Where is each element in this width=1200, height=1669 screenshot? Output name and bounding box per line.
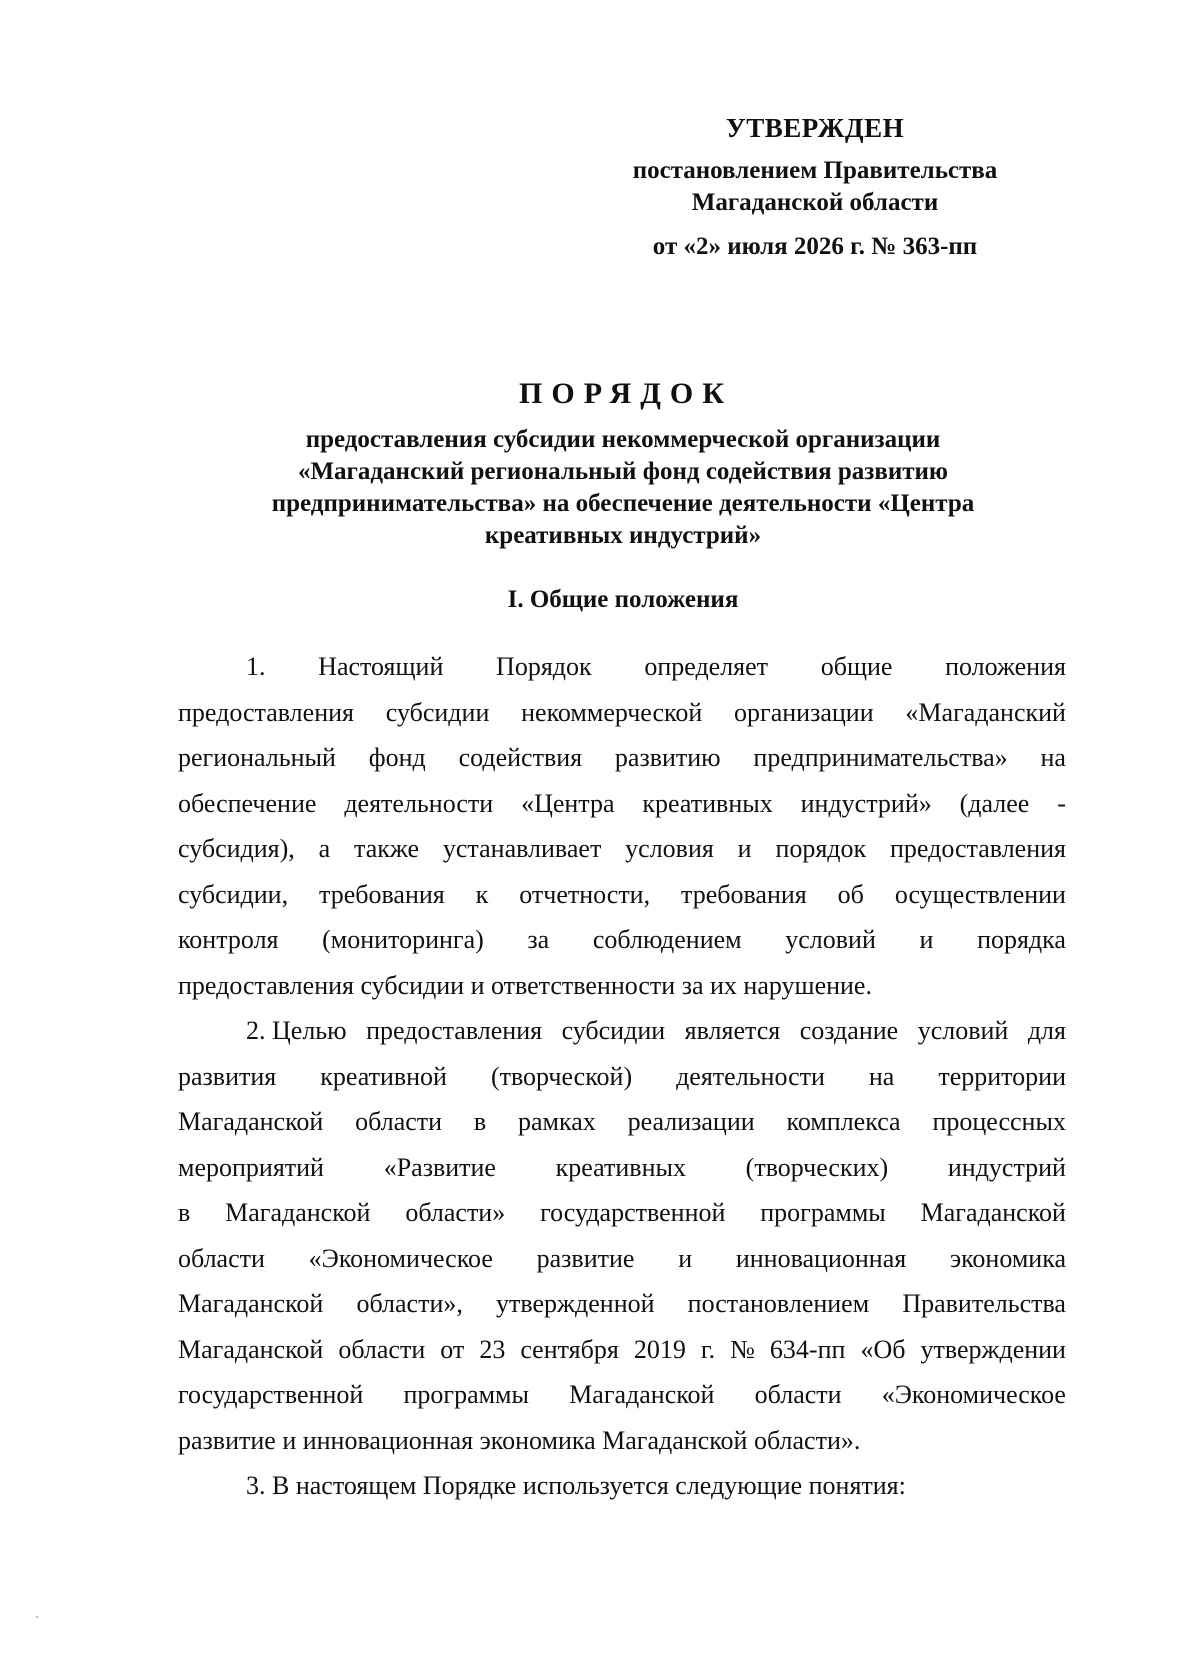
word: сентября xyxy=(520,1334,619,1364)
text-line xyxy=(178,735,1066,781)
word: комплекса xyxy=(786,1107,901,1136)
text-line xyxy=(178,917,1066,963)
text-line xyxy=(178,1281,1066,1327)
word: положения xyxy=(945,652,1066,681)
word: Правительства xyxy=(902,1289,1066,1318)
word: области xyxy=(338,1334,426,1364)
document-title-block xyxy=(178,376,1068,552)
word: в xyxy=(178,1198,191,1227)
word: региональный xyxy=(178,743,336,772)
subtitle-line: предпринимательства» на обеспечение деятельности «Центра xyxy=(271,490,975,517)
word: а xyxy=(318,834,331,863)
word: креативных xyxy=(555,1152,686,1182)
document-body xyxy=(178,644,1066,1509)
word: Магаданской xyxy=(178,1334,324,1364)
text-line xyxy=(178,1145,1066,1191)
document-subtitle xyxy=(223,424,1023,552)
word: инновационная xyxy=(735,1243,907,1273)
word: организации xyxy=(734,697,874,727)
document-title: ПОРЯДОК xyxy=(519,377,733,410)
text-line xyxy=(178,1236,1066,1282)
text-line xyxy=(178,1327,1066,1373)
word: об xyxy=(837,879,864,909)
paragraph-3: 3. В настоящем Порядке используется следующие понятия: xyxy=(246,1471,906,1500)
word: области xyxy=(355,1107,443,1136)
word: 634-пп xyxy=(769,1334,846,1364)
word: также xyxy=(354,834,420,863)
word: некоммерческой xyxy=(521,697,703,727)
word: индустрий» xyxy=(800,788,932,818)
text-line xyxy=(178,1054,1066,1100)
word: постановлением xyxy=(687,1289,870,1318)
word: соблюдением xyxy=(592,925,742,954)
word: создание xyxy=(799,1016,899,1045)
word: 1. xyxy=(246,652,266,681)
word: условия xyxy=(625,834,714,863)
word: области», xyxy=(356,1289,463,1318)
word: субсидии xyxy=(561,1016,666,1045)
word: к xyxy=(475,879,489,909)
text-line xyxy=(178,644,1066,690)
word: и xyxy=(737,834,752,863)
word: и xyxy=(678,1243,693,1273)
word: на xyxy=(1040,743,1066,772)
word: креативной xyxy=(320,1061,447,1091)
word: государственной xyxy=(540,1198,726,1227)
text-line xyxy=(178,781,1066,827)
approval-line-1: постановлением Правительства xyxy=(632,157,998,184)
word: осуществлении xyxy=(894,879,1066,909)
word: 23 xyxy=(479,1334,506,1364)
word: «Об xyxy=(860,1334,906,1364)
subtitle-line: «Магаданский региональный фонд содействия развитию xyxy=(297,458,949,485)
text-line xyxy=(178,1008,1066,1054)
word: Магаданской xyxy=(920,1198,1066,1227)
text-line xyxy=(178,690,1066,736)
word: экономика xyxy=(949,1243,1066,1273)
word: «Экономическое xyxy=(308,1243,493,1273)
paragraph-2 xyxy=(178,1008,1066,1418)
word: общие xyxy=(820,652,893,681)
word: предпринимательства» xyxy=(753,743,1008,772)
word: территории xyxy=(938,1061,1066,1091)
word: развитие xyxy=(536,1243,635,1273)
text-line xyxy=(178,1372,1066,1418)
word: за xyxy=(527,925,550,954)
word: деятельности xyxy=(676,1061,825,1091)
paragraph-2-last-line: развитие и инновационная экономика Магаданской области». xyxy=(178,1425,861,1455)
word: требования xyxy=(681,879,807,909)
word: утверждении xyxy=(920,1334,1066,1364)
decree-reference: от «2» июля 2026 г. № 363-пп xyxy=(652,233,978,260)
word: «Экономическое xyxy=(881,1380,1066,1409)
word: процессных xyxy=(932,1107,1066,1136)
text-line xyxy=(178,1099,1066,1145)
word: предоставления xyxy=(366,1016,543,1045)
approval-stamp xyxy=(600,112,1030,263)
word: индустрий xyxy=(947,1152,1066,1182)
word: условий xyxy=(785,925,876,954)
word: программы xyxy=(760,1198,886,1227)
approved-label: УТВЕРЖДЕН xyxy=(725,113,905,143)
word: устанавливает xyxy=(442,834,602,863)
word: развитию xyxy=(614,743,721,772)
word: области» xyxy=(405,1198,506,1227)
word: Магаданской xyxy=(178,1289,324,1318)
word: (творческой) xyxy=(490,1061,633,1091)
scan-dot xyxy=(36,1616,38,1618)
word: является xyxy=(684,1016,781,1045)
word: условий xyxy=(917,1016,1009,1045)
word: в xyxy=(473,1107,487,1136)
word: от xyxy=(440,1334,465,1364)
word: реализации xyxy=(627,1107,755,1136)
word: Порядок xyxy=(496,652,592,681)
section-heading: I. Общие положения xyxy=(507,586,739,613)
word: утвержденной xyxy=(496,1289,655,1318)
word: государственной xyxy=(178,1380,364,1409)
word: (далее xyxy=(959,788,1030,818)
word: обеспечение xyxy=(178,788,317,818)
word: для xyxy=(1027,1016,1066,1045)
word: рамках xyxy=(518,1107,596,1136)
word: определяет xyxy=(644,652,769,681)
word: области xyxy=(754,1380,842,1409)
word: субсидия), xyxy=(178,834,295,863)
word: 2. Целью xyxy=(246,1016,347,1045)
word: Магаданской xyxy=(178,1107,324,1136)
word: Магаданской xyxy=(225,1198,371,1227)
word: порядка xyxy=(977,925,1066,954)
subtitle-line: креативных индустрий» xyxy=(484,522,762,549)
word: содействия xyxy=(458,743,583,772)
word: предоставления xyxy=(890,834,1066,863)
word: контроля xyxy=(178,925,279,954)
word: предоставления xyxy=(178,697,354,727)
word: - xyxy=(1057,788,1066,818)
word: отчетности, xyxy=(519,879,651,909)
word: фонд xyxy=(368,743,426,772)
text-line xyxy=(178,872,1066,918)
word: «Магаданский xyxy=(905,697,1066,727)
paragraph-1 xyxy=(178,644,1066,963)
word: «Развитие xyxy=(383,1152,496,1182)
word: порядок xyxy=(775,834,867,863)
word: креативных xyxy=(642,788,773,818)
word: (мониторинга) xyxy=(322,925,484,954)
word: области xyxy=(178,1243,265,1273)
word: на xyxy=(868,1061,895,1091)
word: деятельности xyxy=(344,788,494,818)
word: субсидии xyxy=(385,697,490,727)
word: субсидии, xyxy=(178,879,289,909)
approval-line-2: Магаданской области xyxy=(691,189,939,216)
subtitle-line: предоставления субсидии некоммерческой организации xyxy=(305,426,941,453)
word: (творческих) xyxy=(745,1152,889,1182)
word: развития xyxy=(178,1061,277,1091)
word: № xyxy=(730,1334,755,1364)
word: программы xyxy=(403,1380,529,1409)
text-line xyxy=(178,1190,1066,1236)
word: 2019 xyxy=(633,1334,686,1364)
word: г. xyxy=(700,1334,716,1364)
word: мероприятий xyxy=(178,1152,324,1182)
paragraph-1-last-line: предоставления субсидии и ответственности за их нарушение. xyxy=(178,970,872,1000)
word: «Центра xyxy=(521,788,615,818)
word: Магаданской xyxy=(569,1380,715,1409)
text-line xyxy=(178,826,1066,872)
word: и xyxy=(919,925,934,954)
word: Настоящий xyxy=(318,652,444,681)
word: требования xyxy=(319,879,445,909)
